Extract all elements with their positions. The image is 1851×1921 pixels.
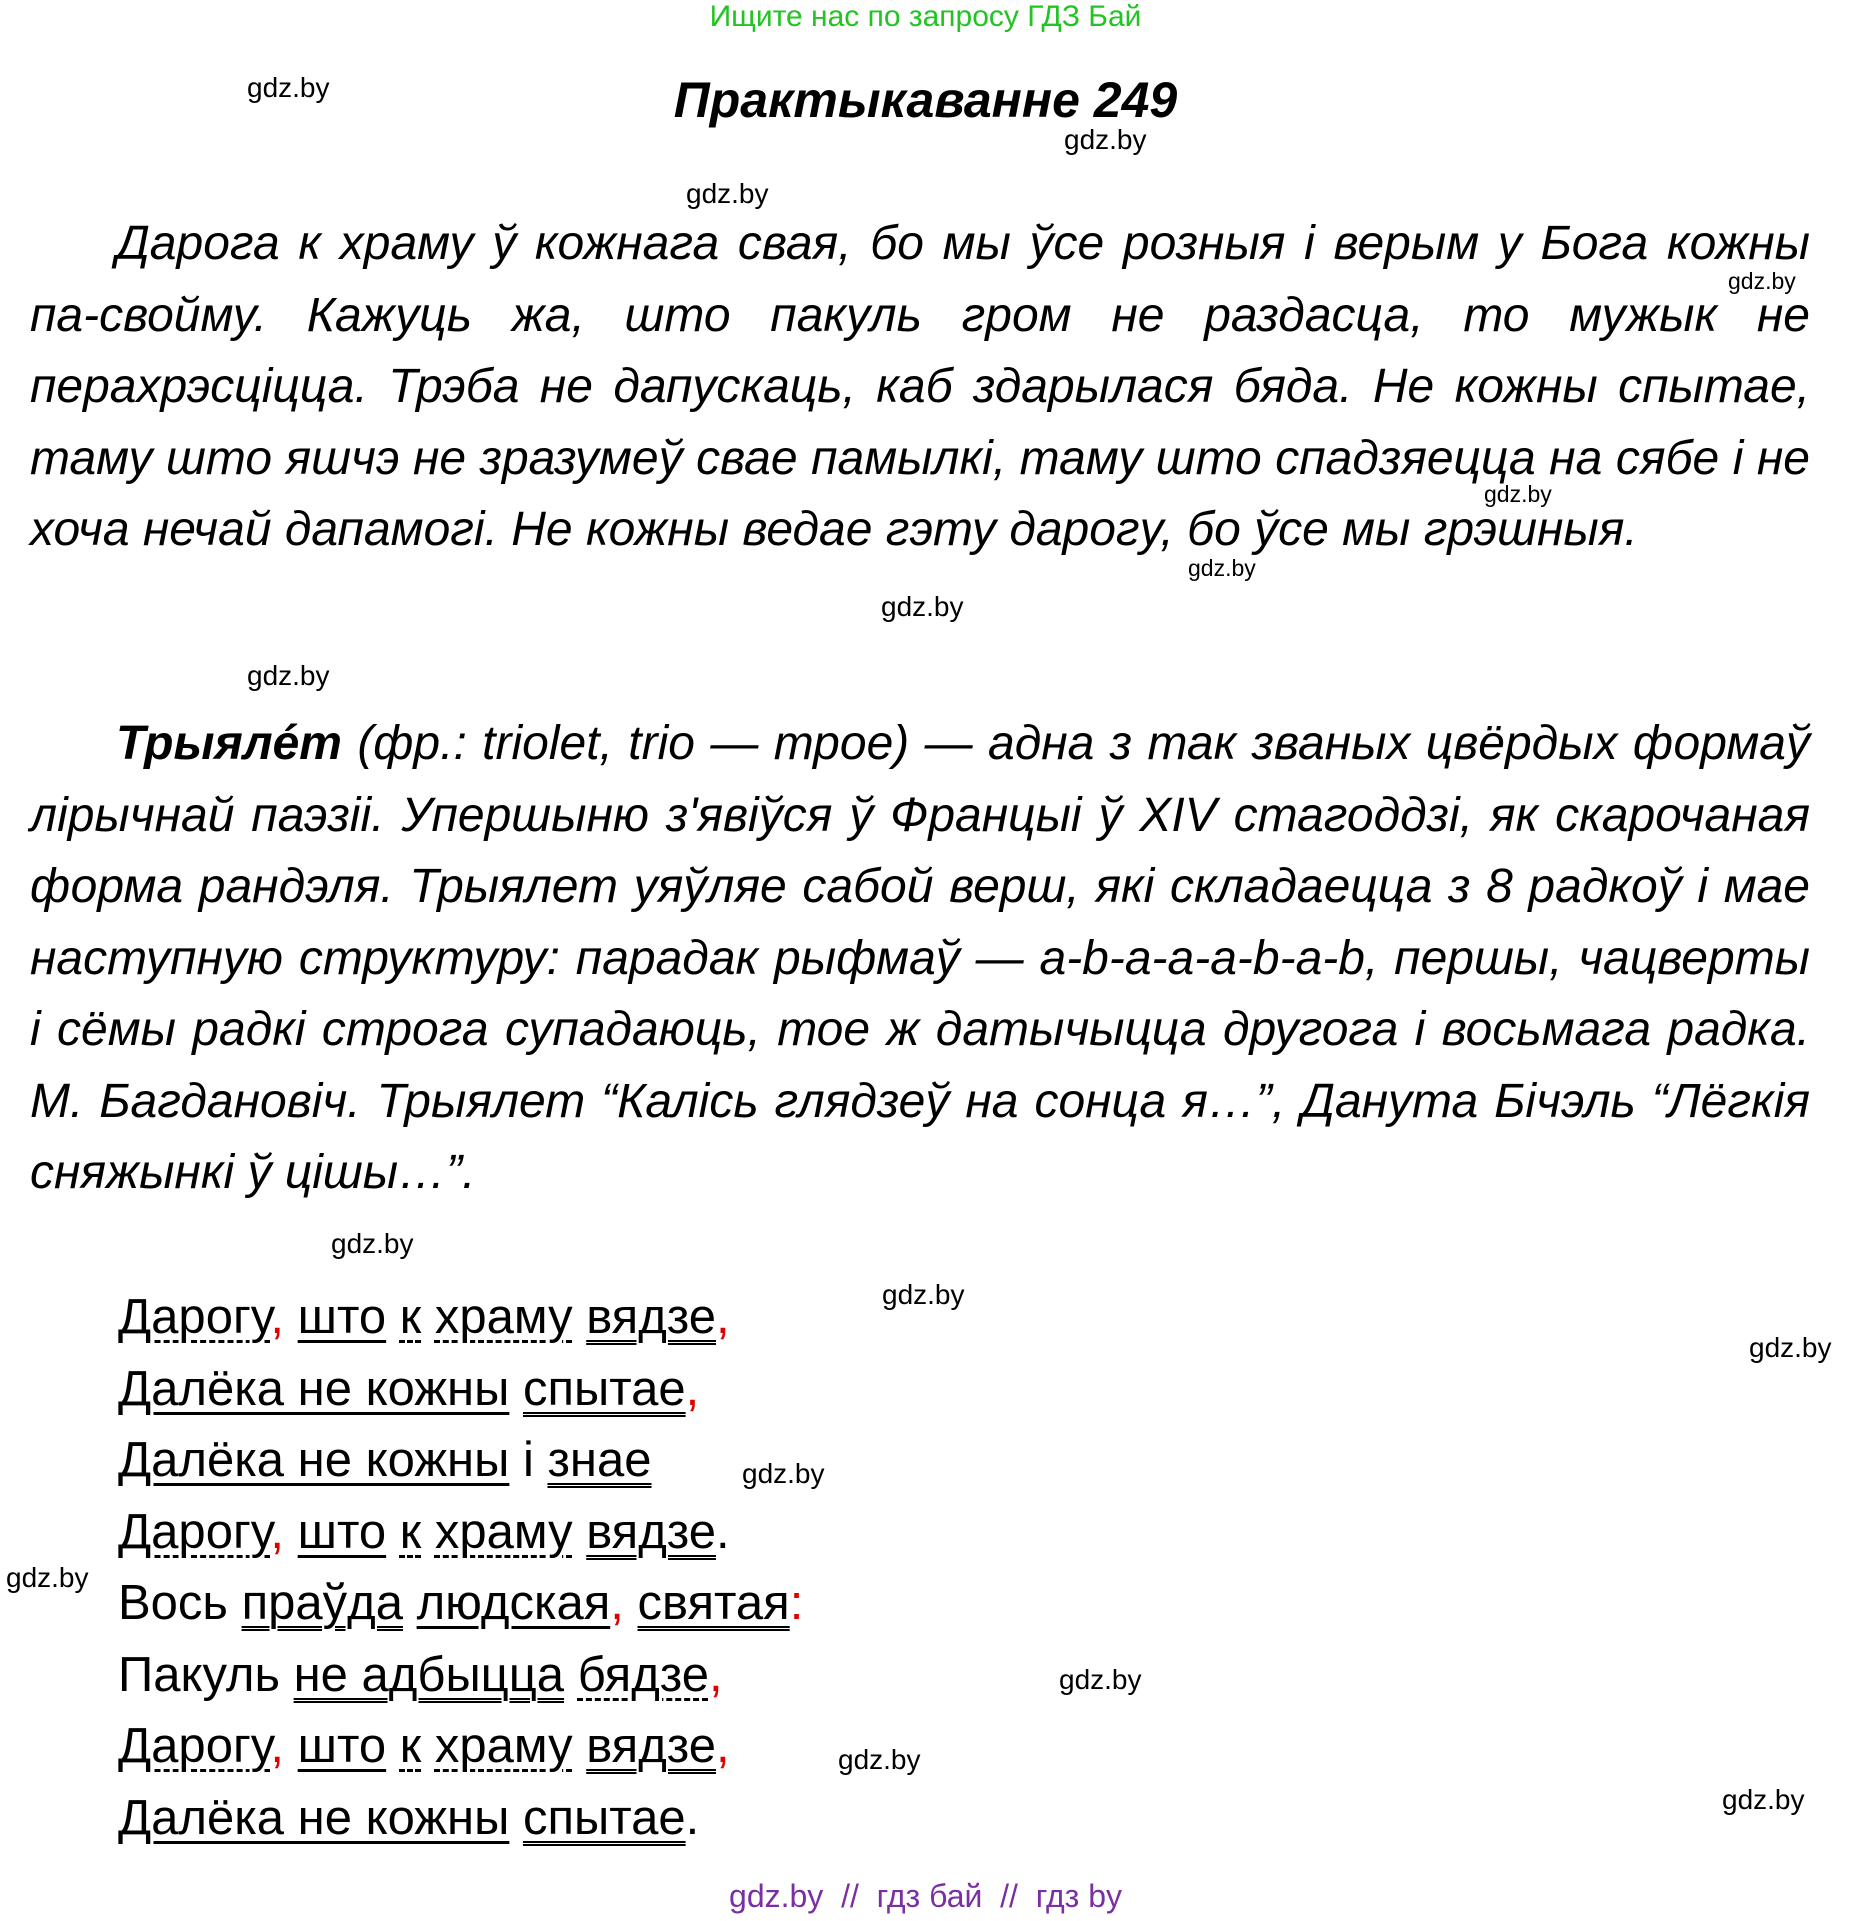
poem-word: вядзе bbox=[586, 1719, 716, 1773]
poem-word: храму bbox=[434, 1504, 573, 1559]
watermark: gdz.by bbox=[1188, 555, 1256, 581]
poem-punct: : bbox=[789, 1576, 804, 1630]
poem-word: што bbox=[297, 1290, 387, 1344]
poem-space bbox=[386, 1290, 400, 1344]
poem-word: праўда bbox=[241, 1576, 403, 1630]
poem-word: спытае bbox=[522, 1361, 686, 1416]
poem-space bbox=[421, 1505, 435, 1559]
watermark: gdz.by bbox=[1484, 481, 1552, 507]
definition-term: Трыялéт bbox=[116, 717, 342, 770]
poem-line bbox=[118, 1783, 803, 1855]
watermark: gdz.by bbox=[247, 72, 330, 103]
poem-line bbox=[118, 1497, 803, 1569]
poem-punct: , bbox=[715, 1719, 730, 1773]
poem-text: Вось bbox=[118, 1576, 242, 1630]
watermark: gdz.by bbox=[6, 1562, 89, 1593]
watermark: gdz.by bbox=[1728, 268, 1796, 294]
poem-line bbox=[118, 1354, 803, 1426]
watermark: gdz.by bbox=[247, 660, 330, 691]
poem-punct: , bbox=[270, 1719, 285, 1773]
poem-word: што bbox=[297, 1719, 387, 1773]
poem-punct: . bbox=[685, 1790, 700, 1845]
poem-word: к bbox=[399, 1504, 422, 1559]
watermark: gdz.by bbox=[331, 1228, 414, 1259]
page-title: Практыкаванне 249 bbox=[673, 72, 1178, 128]
poem-space bbox=[624, 1576, 638, 1630]
poem-word: не адбыцца bbox=[293, 1647, 565, 1702]
watermark: gdz.by bbox=[1059, 1664, 1142, 1695]
poem-word: святая bbox=[637, 1576, 790, 1630]
poem-line bbox=[118, 1425, 803, 1497]
poem-punct: , bbox=[270, 1290, 285, 1344]
poem-punct: , bbox=[610, 1576, 624, 1630]
poem-space bbox=[403, 1576, 417, 1630]
poem-word: вядзе bbox=[586, 1504, 716, 1559]
watermark: gdz.by bbox=[1722, 1784, 1805, 1815]
poem-text: Пакуль bbox=[118, 1647, 294, 1702]
definition-paragraph bbox=[30, 708, 1810, 1209]
poem-space bbox=[509, 1362, 523, 1416]
poem-line bbox=[118, 1640, 803, 1712]
poem-line bbox=[118, 1568, 803, 1640]
poem-word: Далёка не кожны bbox=[118, 1790, 510, 1845]
watermark: gdz.by bbox=[686, 178, 769, 209]
poem-word: бядзе bbox=[577, 1647, 709, 1702]
watermark: gdz.by bbox=[881, 591, 964, 622]
poem-space bbox=[284, 1505, 298, 1559]
poem-word: што bbox=[297, 1504, 387, 1559]
definition-body: (фр.: triolet, trio — трое) — адна з так званых цвёрдых формаў лірычнай паэзіі. Упершыню з'явіўся ў Францыі ў XIV стагоддзі, як скарочаная форма рандэля. Трыялет уяўляе сабой верш, які складаецца з 8 радкоў і мае наступную структуру: парадак рыфмаў — a-b-a-a-a-b-a-b, першы, чацверты і сёмы радкі строга супадаюць, тое ж датычыцца другога і восьмага радка. М. Багдановіч. Трыялет “Калісь глядзеў на сонца я…”, Данута Бічэль “Лёгкія сняжынкі ў цішы…”. bbox=[30, 717, 1810, 1199]
poem-word: храму bbox=[434, 1290, 573, 1344]
paragraph-text bbox=[30, 208, 1810, 566]
poem-word: к bbox=[399, 1290, 422, 1344]
watermark: gdz.by bbox=[838, 1744, 921, 1775]
poem-word: к bbox=[399, 1719, 422, 1773]
poem-space bbox=[573, 1719, 587, 1773]
poem-punct: , bbox=[270, 1504, 285, 1559]
poem-space bbox=[386, 1505, 400, 1559]
poem-word: вядзе bbox=[586, 1290, 716, 1344]
poem-word: знае bbox=[547, 1433, 652, 1487]
watermark: gdz.by bbox=[742, 1458, 825, 1489]
poem-space bbox=[421, 1719, 435, 1773]
search-banner: Ищите нас по запросу ГДЗ Бай bbox=[709, 0, 1142, 33]
poem-text: і bbox=[509, 1433, 548, 1487]
paragraph-body: Дарога к храму ў кожнага свая, бо мы ўсе розныя і верым у Бога кожны па-свойму. Кажуць жа, што пакуль гром не раздасца, то мужык не перахрэсціцца. Трэба не дапускаць, каб здарылася бяда. Не кожны спытае, таму што яшчэ не зразумеў свае памылкі, таму што спадзяецца на сябе і не хоча нечай дапамогі. Не кожны ведае гэту дарогу, бо ўсе мы грэшныя. bbox=[30, 217, 1810, 556]
poem-word: Дарогу bbox=[118, 1290, 271, 1344]
poem-word: Далёка не кожны bbox=[118, 1433, 510, 1487]
poem-space bbox=[573, 1290, 587, 1344]
poem-space bbox=[421, 1290, 435, 1344]
poem-space bbox=[564, 1648, 578, 1702]
poem-word: храму bbox=[434, 1719, 573, 1773]
watermark: gdz.by bbox=[1064, 124, 1147, 155]
poem-word: людская bbox=[416, 1576, 611, 1630]
poem-word: Далёка не кожны bbox=[118, 1361, 510, 1416]
watermark: gdz.by bbox=[1749, 1332, 1832, 1363]
poem bbox=[118, 1282, 803, 1854]
footer-links: gdz.by // гдз бай // гдз by bbox=[729, 1878, 1122, 1914]
poem-punct: . bbox=[715, 1504, 730, 1559]
poem-punct: , bbox=[685, 1361, 700, 1416]
poem-word: Дарогу bbox=[118, 1719, 271, 1773]
poem-line bbox=[118, 1711, 803, 1783]
poem-word: Дарогу bbox=[118, 1504, 271, 1559]
poem-line bbox=[118, 1282, 803, 1354]
poem-punct: , bbox=[708, 1647, 723, 1702]
watermark: gdz.by bbox=[882, 1279, 965, 1310]
poem-space bbox=[573, 1505, 587, 1559]
poem-space bbox=[386, 1719, 400, 1773]
poem-punct: , bbox=[715, 1290, 730, 1344]
poem-space bbox=[284, 1719, 298, 1773]
poem-space bbox=[509, 1791, 523, 1845]
poem-space bbox=[284, 1290, 298, 1344]
poem-word: спытае bbox=[522, 1790, 686, 1845]
